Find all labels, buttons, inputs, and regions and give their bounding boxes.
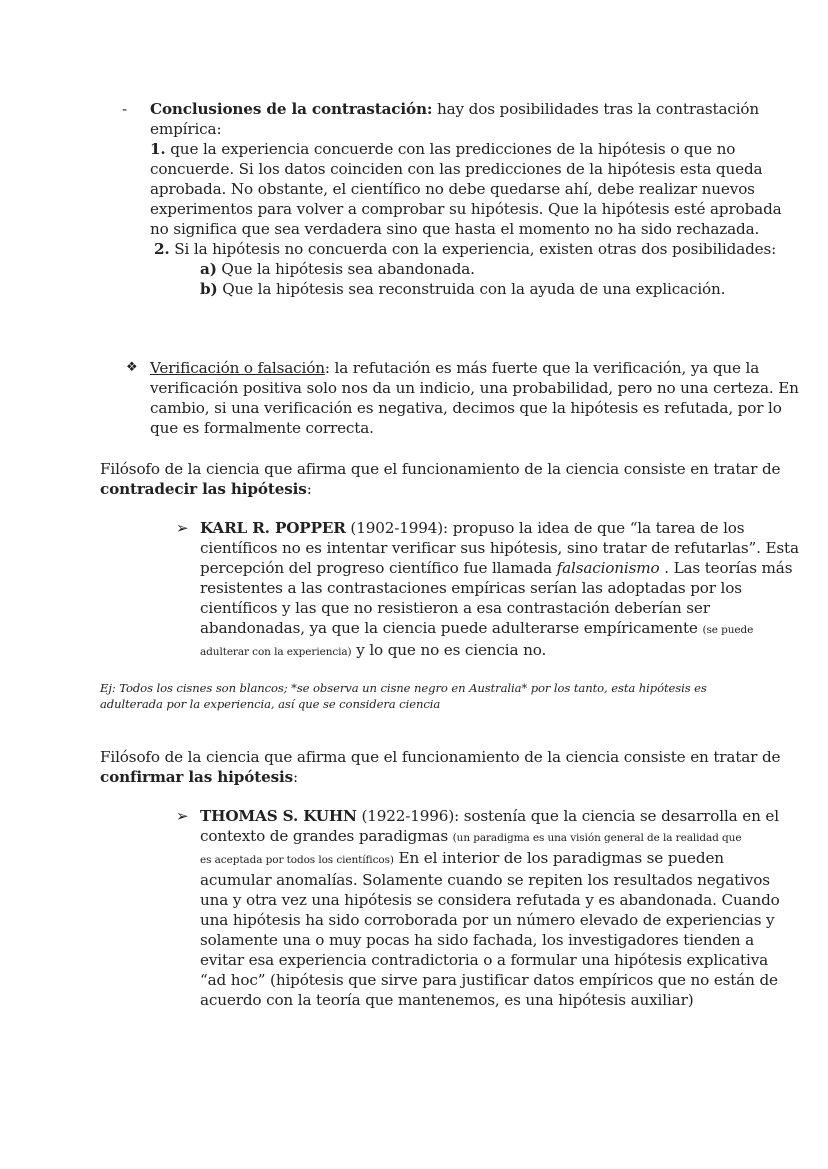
conclusions-item1-line-2: concuerde. Si los datos coinciden con las predicciones de la hipótesis esta queda — [150, 160, 763, 178]
sub-item-a-label: a) — [200, 260, 217, 278]
kuhn-line-2 — [200, 826, 780, 848]
arrow-bullet-icon: ➢ — [176, 519, 189, 537]
popper-line-3-pre: percepción del progreso científico fue llamada — [200, 559, 557, 577]
popper-line-6 — [200, 618, 799, 640]
intro-contradict-colon: : — [306, 480, 312, 498]
kuhn-line-4: acumular anomalías. Solamente cuando se repiten los resultados negativos — [200, 871, 770, 889]
popper-line-5: científicos y las que no resistieron a esa contrastación deberían ser — [200, 599, 710, 617]
conclusions-line-2: empírica: — [150, 120, 222, 138]
intro-confirm — [100, 747, 780, 787]
intro-contradict-line-2 — [100, 479, 780, 499]
kuhn-line-1-rest: (1922-1996): sostenía que la ciencia se desarrolla en el — [356, 807, 779, 825]
kuhn-line-10: acuerdo con la teoría que mantenemos, es una hipótesis auxiliar) — [200, 991, 694, 1009]
example-line-2: adulterada por la experiencia, así que se considera ciencia — [100, 697, 441, 711]
popper-line-6-pre: abandonadas, ya que la ciencia puede adulterarse empíricamente — [200, 619, 703, 637]
popper-section — [200, 518, 799, 662]
conclusions-item1-line-5: no significa que sea verdadera sino que hasta el momento no ha sido rechazada. — [150, 220, 760, 238]
sub-item-a-text: Que la hipótesis sea abandonada. — [216, 260, 475, 278]
popper-line-1 — [200, 518, 799, 538]
kuhn-line-3-rest: En el interior de los paradigmas se pueden — [393, 849, 724, 867]
kuhn-section — [200, 806, 780, 1010]
kuhn-line-6: una hipótesis ha sido corroborada por un número elevado de experiencias y — [200, 911, 775, 929]
popper-aside-1: (se puede — [702, 624, 754, 636]
conclusions-line-1-rest: hay dos posibilidades tras la contrastación — [432, 100, 760, 118]
verification-line-1 — [150, 358, 799, 378]
verification-line-4: que es formalmente correcta. — [150, 419, 374, 437]
sub-item-b — [150, 279, 782, 299]
popper-line-2: científicos no es intentar verificar sus hipótesis, sino tratar de refutarlas”. Esta — [200, 539, 799, 557]
kuhn-line-3 — [200, 848, 780, 870]
conclusions-item2-line — [150, 239, 782, 259]
verification-line-3: cambio, si una verificación es negativa, decimos que la hipótesis es refutada, por lo — [150, 399, 782, 417]
verification-section — [150, 358, 799, 438]
sub-item-a — [150, 259, 782, 279]
popper-line-4: resistentes a las contrastaciones empíricas serían las adoptadas por los — [200, 579, 742, 597]
item1-number: 1. — [150, 140, 166, 158]
popper-line-7 — [200, 640, 799, 662]
conclusions-item1-line-3: aprobada. No obstante, el científico no debe quedarse ahí, debe realizar nuevos — [150, 180, 755, 198]
diamond-bullet-icon: ❖ — [126, 360, 138, 375]
item1-text: que la experiencia concuerde con las predicciones de la hipótesis o que no — [165, 140, 736, 158]
kuhn-line-2-pre: contexto de grandes paradigmas — [200, 827, 453, 845]
arrow-bullet-icon: ➢ — [176, 807, 189, 825]
verification-line-1-rest: : la refutación es más fuerte que la verificación, ya que la — [324, 359, 760, 377]
popper-line-3 — [200, 558, 799, 578]
intro-confirm-bold: confirmar las hipótesis — [100, 768, 294, 786]
kuhn-name: THOMAS S. KUHN — [200, 807, 357, 825]
intro-contradict-line-1: Filósofo de la ciencia que afirma que el funcionamiento de la ciencia consiste en tratar de — [100, 460, 781, 478]
intro-contradict — [100, 459, 780, 499]
sub-item-b-label: b) — [200, 280, 218, 298]
example-note — [100, 680, 707, 712]
intro-contradict-bold: contradecir las hipótesis — [100, 480, 307, 498]
kuhn-line-5: una y otra vez una hipótesis se considera refutada y es abandonada. Cuando — [200, 891, 780, 909]
popper-line-7-rest: y lo que no es ciencia no. — [351, 641, 547, 659]
kuhn-aside-1: (un paradigma es una visión general de la realidad que — [452, 832, 742, 844]
popper-line-3-post: . Las teorías más — [659, 559, 793, 577]
conclusions-item1-line-1 — [150, 139, 782, 159]
falsacionismo-term: falsacionismo — [556, 559, 660, 577]
popper-name: KARL R. POPPER — [200, 519, 346, 537]
intro-confirm-line-2 — [100, 767, 780, 787]
kuhn-line-7: solamente una o muy pocas ha sido fachada, los investigadores tienden a — [200, 931, 755, 949]
popper-line-1-rest: (1902-1994): propuso la idea de que “la tarea de los — [345, 519, 745, 537]
kuhn-line-9: “ad hoc” (hipótesis que sirve para justificar datos empíricos que no están de — [200, 971, 778, 989]
dash-bullet: - — [122, 100, 128, 118]
popper-aside-2: adulterar con la experiencia) — [200, 646, 352, 658]
conclusions-item1-line-4: experimentos para volver a comprobar su hipótesis. Que la hipótesis esté aprobada — [150, 200, 782, 218]
conclusions-heading: Conclusiones de la contrastación: — [150, 100, 433, 118]
kuhn-line-1 — [200, 806, 780, 826]
item2-text: Si la hipótesis no concuerda con la experiencia, existen otras dos posibilidades: — [169, 240, 777, 258]
verification-line-2: verificación positiva solo nos da un indicio, una probabilidad, pero no una certeza. En — [150, 379, 799, 397]
kuhn-line-8: evitar esa experiencia contradictoria o a formular una hipótesis explicativa — [200, 951, 769, 969]
example-line-1: Ej: Todos los cisnes son blancos; *se observa un cisne negro en Australia* por los tanto, esta hipótesis es — [100, 681, 707, 695]
intro-confirm-colon: : — [293, 768, 298, 786]
conclusions-section — [150, 99, 782, 299]
intro-confirm-line-1: Filósofo de la ciencia que afirma que el funcionamiento de la ciencia consiste en tratar de — [100, 748, 781, 766]
conclusions-line-1 — [150, 99, 782, 119]
verification-term: Verificación o falsación — [150, 359, 325, 377]
item2-number: 2. — [154, 240, 170, 258]
sub-item-b-text: Que la hipótesis sea reconstruida con la ayuda de una explicación. — [217, 280, 726, 298]
kuhn-aside-2: es aceptada por todos los científicos) — [200, 854, 394, 866]
